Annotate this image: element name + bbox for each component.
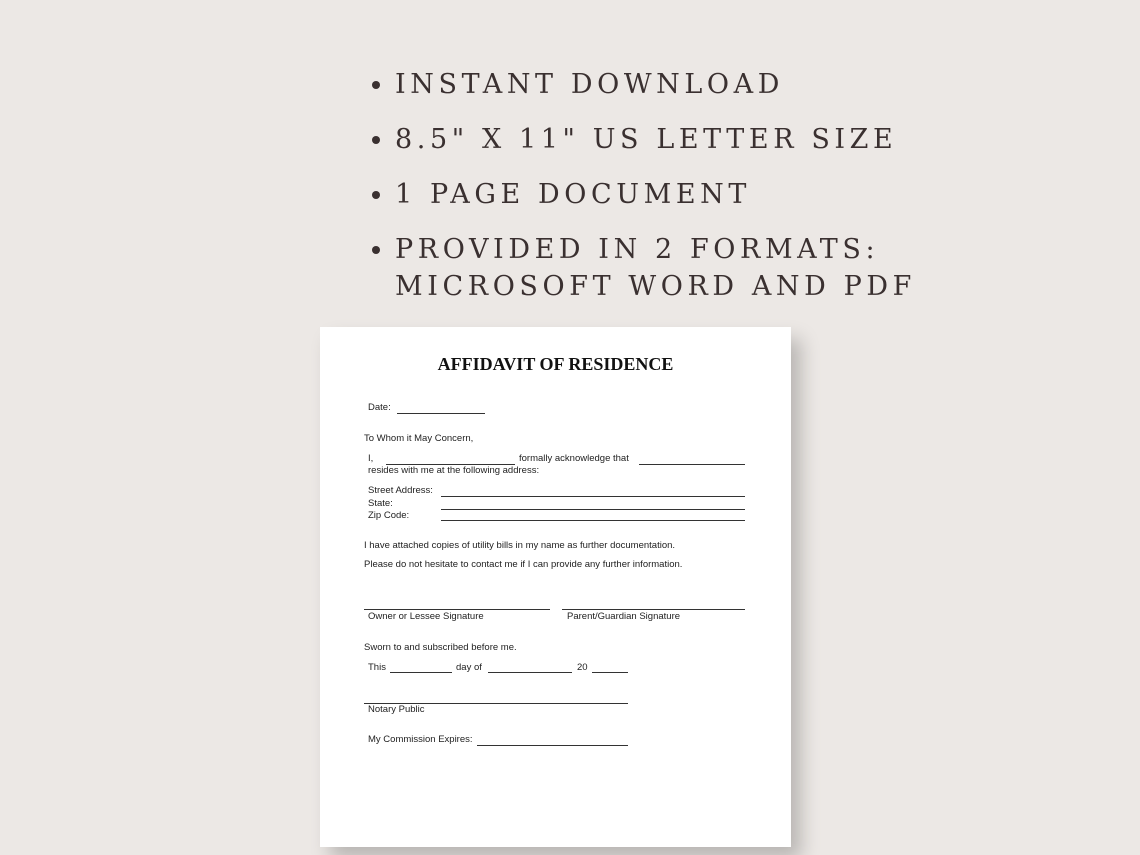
feature-item-line-2: MICROSOFT WORD AND PDF	[395, 271, 916, 302]
document-title: AFFIDAVIT OF RESIDENCE	[437, 354, 674, 374]
day-line	[390, 672, 452, 673]
feature-item-line-1: PROVIDED IN 2 FORMATS:	[395, 234, 880, 265]
attached-text: I have attached copies of utility bills in my name as further documentation.	[364, 540, 676, 551]
guardian-signature-line	[562, 609, 745, 610]
date-label: Date:	[368, 402, 391, 413]
day-of-label: day of	[456, 662, 482, 673]
this-label: This	[368, 662, 386, 673]
zip-line	[441, 520, 745, 521]
year-prefix: 20	[577, 662, 588, 673]
contact-text: Please do not hesitate to contact me if I can provide any further information.	[364, 559, 683, 570]
resident-name-line	[639, 464, 745, 465]
date-line	[397, 413, 485, 414]
street-label: Street Address:	[368, 485, 433, 496]
feature-item: 8.5" X 11" US LETTER SIZE	[370, 121, 916, 158]
state-line	[441, 509, 745, 510]
state-label: State:	[368, 498, 393, 509]
owner-signature-line	[364, 609, 550, 610]
feature-list	[370, 66, 916, 305]
sworn-text: Sworn to and subscribed before me.	[364, 642, 517, 653]
i-label: I,	[368, 453, 374, 464]
month-line	[488, 672, 572, 673]
zip-label: Zip Code:	[368, 510, 410, 521]
year-line	[592, 672, 628, 673]
feature-item	[370, 231, 916, 305]
commission-line	[477, 745, 628, 746]
feature-item: INSTANT DOWNLOAD	[370, 66, 916, 103]
salutation: To Whom it May Concern,	[364, 433, 474, 444]
notary-label: Notary Public	[368, 704, 425, 715]
document-page	[320, 327, 791, 847]
owner-signature-label: Owner or Lessee Signature	[368, 611, 484, 622]
guardian-signature-label: Parent/Guardian Signature	[567, 611, 681, 622]
resides-text: resides with me at the following address:	[368, 465, 540, 476]
street-line	[441, 496, 745, 497]
commission-label: My Commission Expires:	[368, 734, 473, 745]
feature-item: 1 PAGE DOCUMENT	[370, 176, 916, 213]
acknowledge-text: formally acknowledge that	[519, 453, 629, 464]
